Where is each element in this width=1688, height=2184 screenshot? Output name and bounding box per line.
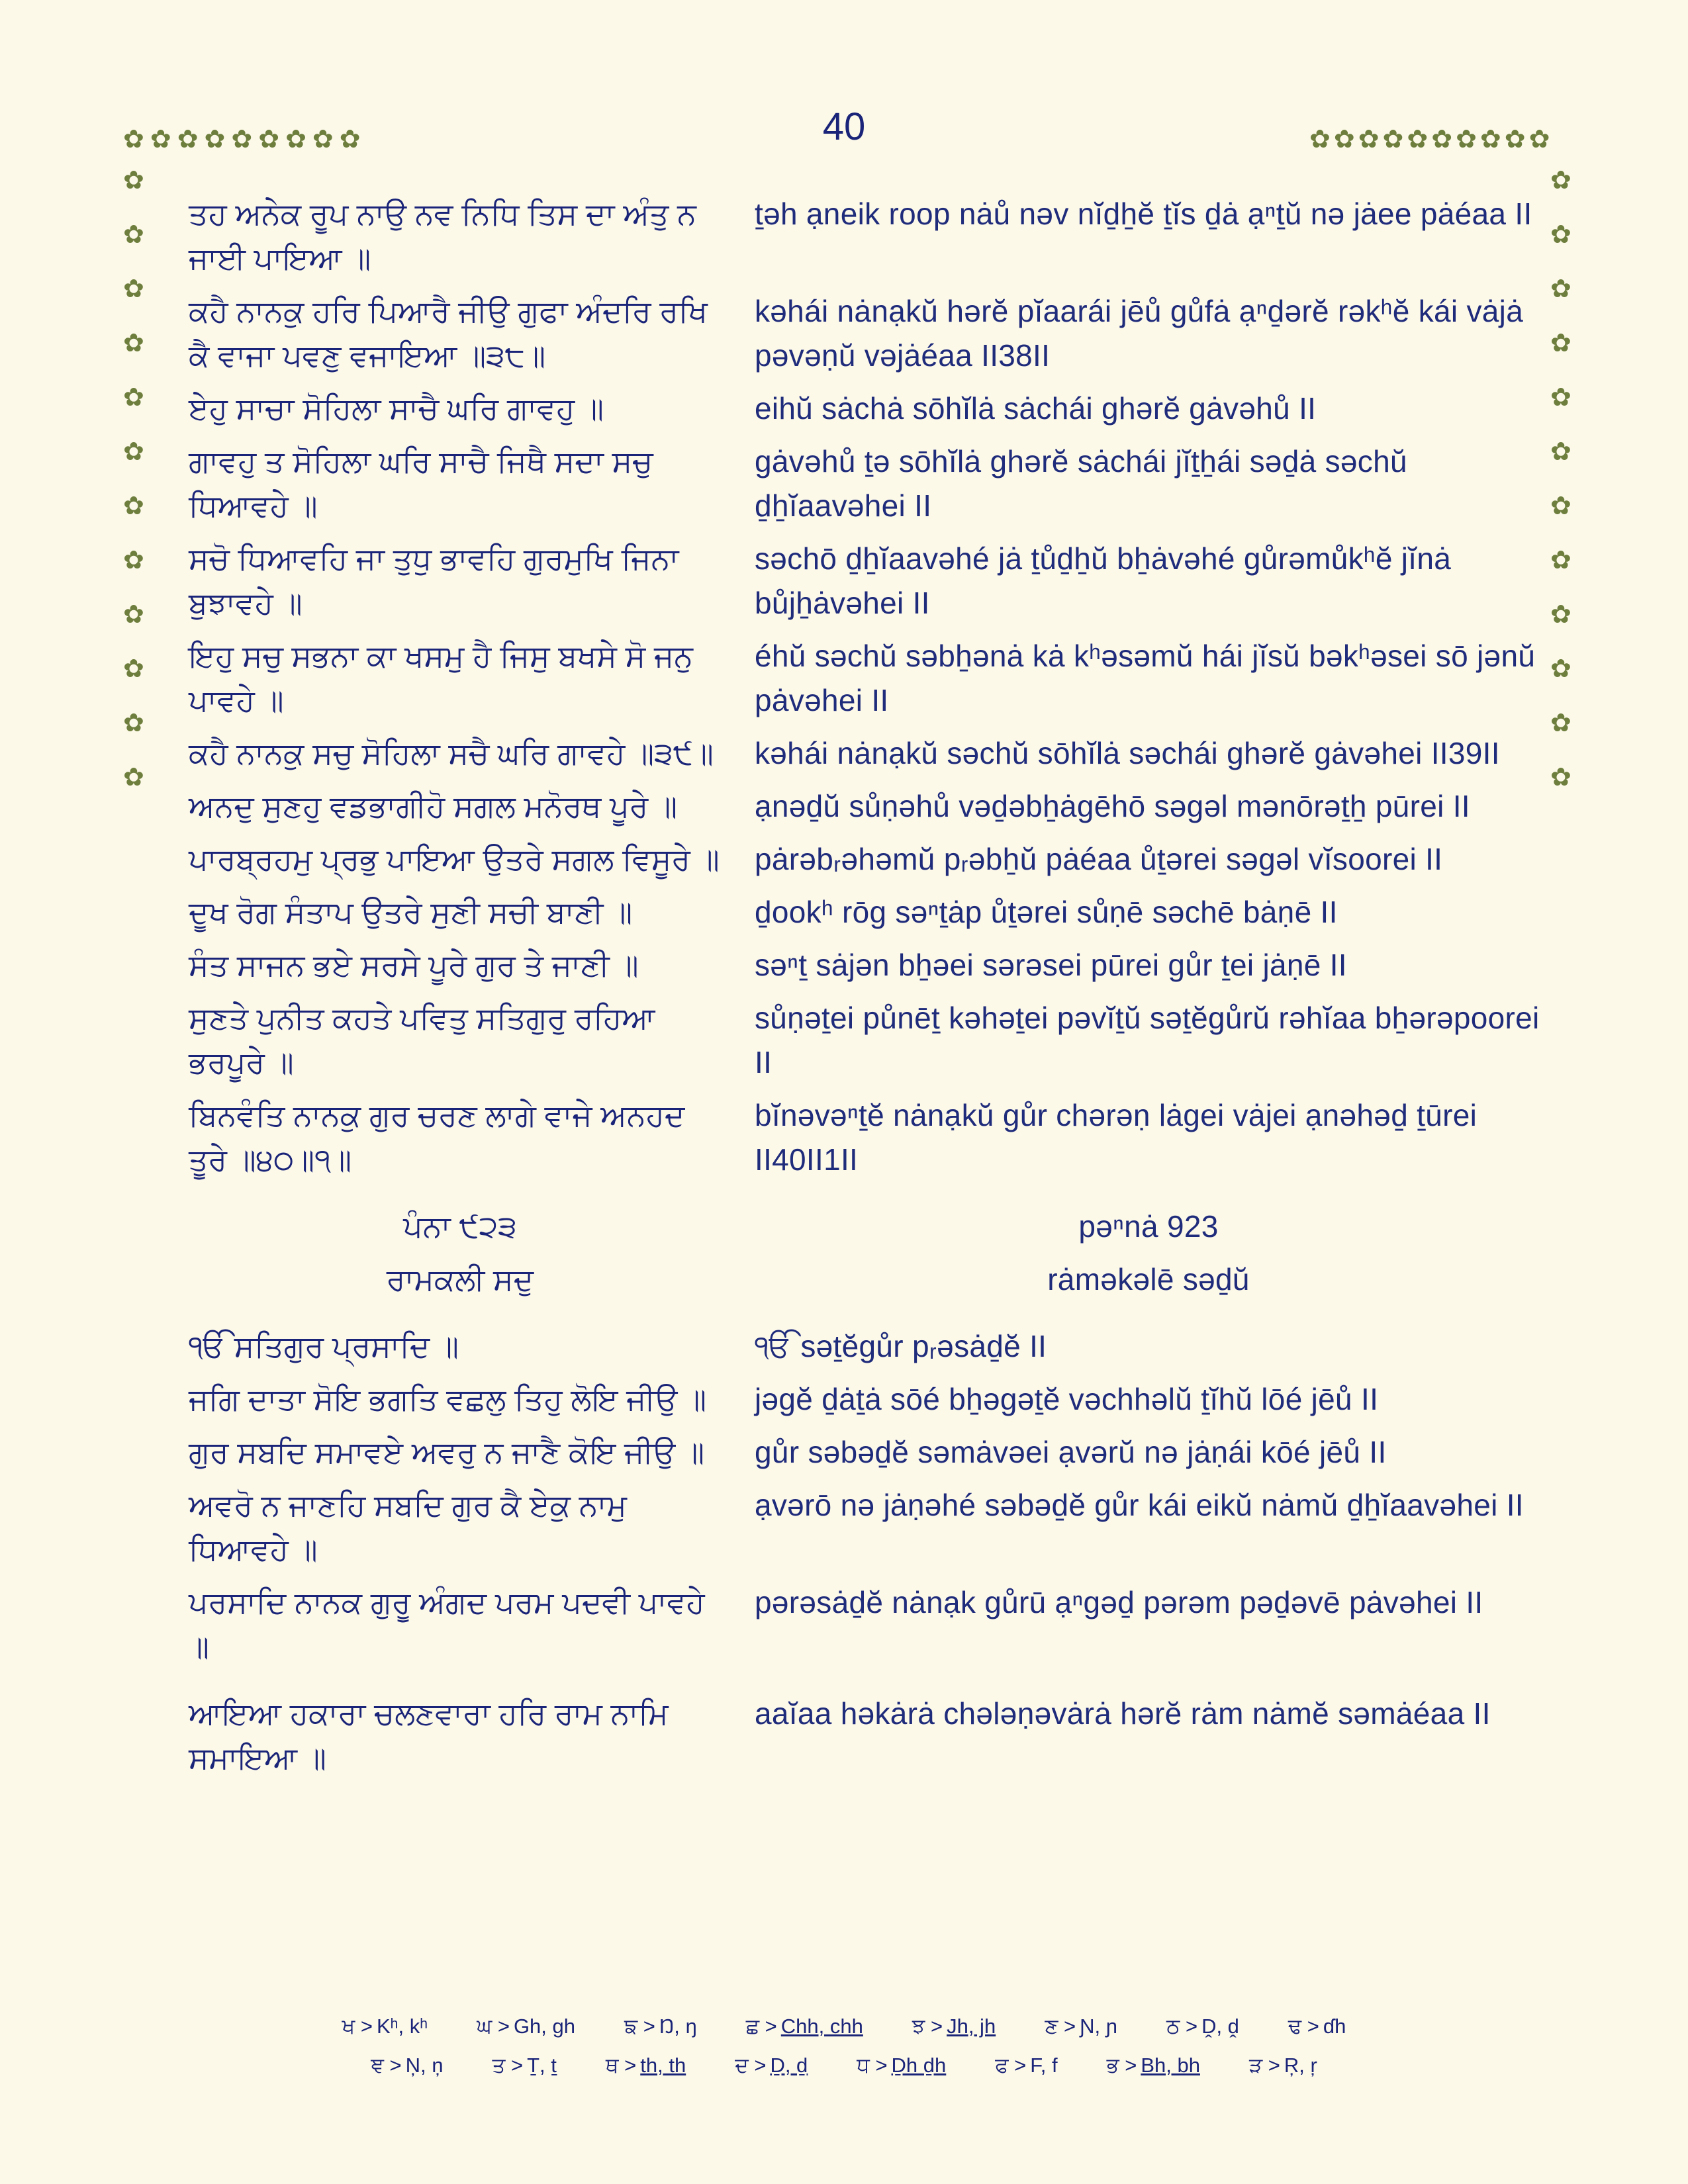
transliteration-line: səⁿṯ sȧjən bẖəei sərəsei pūrei gůr ṯei jȧṇē II — [755, 948, 1347, 982]
flower-icon: ✿ — [123, 655, 144, 683]
transliteration-line: bĭnəvəⁿṯĕ nȧnạkŭ gůr chərəṇ lȧgei vȧjei ạnəhəḏ ṯūrei II40II1II — [755, 1098, 1477, 1177]
gurmukhi-line: ਬਿਨਵੰਤਿ ਨਾਨਕੁ ਗੁਰ ਚਰਣ ਲਾਗੇ ਵਾਜੇ ਅਨਹਦ ਤੂਰੇ ॥੪੦॥੧॥ — [189, 1098, 685, 1177]
key-entry: ਥ > th, th — [605, 2054, 686, 2077]
flower-icon: ✿ — [1550, 764, 1571, 792]
flower-icon: ✿ — [123, 330, 144, 357]
flower-icon: ✿ — [150, 126, 171, 154]
flower-icon: ✿ — [1550, 709, 1571, 737]
transliteration-line: pȧrəbᵣəhəmŭ pᵣəbẖŭ pȧéaa ůṯərei səgəl vĭsoorei II — [755, 842, 1443, 876]
gurmukhi-line: ਅਵਰੋ ਨ ਜਾਣਹਿ ਸਬਦਿ ਗੁਰ ਕੈ ਏਕੁ ਨਾਮੁ ਧਿਆਵਹੇ ॥ — [189, 1488, 627, 1567]
verse-row — [189, 996, 1542, 1085]
verse-row — [189, 784, 1542, 829]
transliteration-line: gůr səbəḏĕ səmȧvəei ạvərŭ nə jȧṇái kōé jēů II — [755, 1435, 1387, 1469]
key-entry: ਭ > Bh, bh — [1106, 2054, 1200, 2077]
flower-icon: ✿ — [123, 126, 144, 154]
flower-icon: ✿ — [1550, 167, 1571, 195]
flower-icon: ✿ — [1528, 126, 1550, 154]
mool-mantar-row — [189, 1324, 1542, 1369]
transliteration-line: sůṇəṯei půnēṯ kəhəṯei pəvĭṯŭ səṯĕgůrŭ rəhĭaa bẖərəpoorei II — [755, 1001, 1540, 1079]
flower-icon: ✿ — [1550, 438, 1571, 466]
flower-icon: ✿ — [123, 547, 144, 574]
raag-heading-translit: rȧməkəlē səḏŭ — [1047, 1262, 1250, 1297]
key-entry: ਤ > Ṯ, ṯ — [492, 2054, 557, 2077]
transliteration-line: ੴ səṯĕgůr pᵣəsȧḏĕ II — [755, 1329, 1047, 1363]
gurmukhi-line: ਗੁਰ ਸਬਦਿ ਸਮਾਵਏ ਅਵਰੁ ਨ ਜਾਣੈ ਕੋਇ ਜੀਉ ॥ — [189, 1435, 705, 1469]
key-entry: ਧ > Ḏh ḏh — [857, 2054, 947, 2077]
key-entry: ਙ > Ŋ, ŋ — [624, 2015, 697, 2038]
transliteration-line: éhŭ səchŭ səbẖənȧ kȧ kʰəsəmŭ hái jĭsŭ bəkʰəsei sō jənŭ pȧvəhei II — [755, 639, 1536, 717]
transliteration-line: ḏookʰ rōg səⁿṯȧp ůṯərei sůṇē səchē bȧṇē II — [755, 895, 1338, 929]
verse-row — [189, 731, 1542, 776]
verse-row — [189, 1430, 1542, 1475]
page-number: 40 — [822, 105, 866, 148]
flower-icon: ✿ — [1358, 126, 1380, 154]
verse-row — [189, 289, 1542, 378]
verse-row — [189, 1483, 1542, 1572]
flower-icon: ✿ — [1407, 126, 1429, 154]
flower-icon: ✿ — [123, 221, 144, 249]
transliteration-line: ạnəḏŭ sůṇəhů vəḏəbẖȧgēhō səgəl mənōrəṯẖ pūrei II — [755, 789, 1470, 823]
flower-icon: ✿ — [1550, 655, 1571, 683]
flower-icon: ✿ — [1504, 126, 1526, 154]
transliteration-key-row-2 — [0, 2054, 1688, 2078]
key-entry: ਛ > Chh, chh — [745, 2015, 863, 2038]
key-entry: ਫ > F, f — [995, 2054, 1058, 2077]
gurmukhi-line: ਸਚੋ ਧਿਆਵਹਿ ਜਾ ਤੁਧੁ ਭਾਵਹਿ ਗੁਰਮੁਖਿ ਜਿਨਾ ਬੁਝਾਵਹੇ ॥ — [189, 541, 679, 620]
verse-row — [189, 439, 1542, 528]
gurmukhi-line: ਪਾਰਬ੍ਰਹਮੁ ਪ੍ਰਭੁ ਪਾਇਆ ਉਤਰੇ ਸਗਲ ਵਿਸੂਰੇ ॥ — [189, 842, 720, 876]
key-entry: ਦ > Ḏ, ḏ — [735, 2054, 808, 2077]
flower-icon: ✿ — [1382, 126, 1404, 154]
flower-icon: ✿ — [123, 492, 144, 520]
verse-row — [189, 634, 1542, 723]
flower-border-right — [1550, 168, 1571, 790]
gurmukhi-line: ਅਨਦੁ ਸੁਣਹੁ ਵਡਭਾਗੀਹੋ ਸਗਲ ਮਨੋਰਥ ਪੂਰੇ ॥ — [189, 789, 678, 823]
raag-heading-gurmukhi: ਰਾਮਕਲੀ ਸਦੁ — [386, 1262, 534, 1297]
key-entry: ਢ > ɗh — [1288, 2015, 1346, 2038]
raag-heading-row — [189, 1257, 1542, 1302]
transliteration-line: eihŭ sȧchȧ sōhĭlȧ sȧchái ghərĕ gȧvəhů II — [755, 391, 1317, 426]
key-entry: ਞ > Ņ, ņ — [371, 2054, 444, 2077]
flower-icon: ✿ — [231, 126, 253, 154]
gurmukhi-line: ਗਾਵਹੁ ਤ ਸੋਹਿਲਾ ਘਰਿ ਸਾਚੈ ਜਿਥੈ ਸਦਾ ਸਚੁ ਧਿਆਵਹੇ ॥ — [189, 444, 653, 523]
gurmukhi-line: ਇਹੁ ਸਚੁ ਸਭਨਾ ਕਾ ਖਸਮੁ ਹੈ ਜਿਸੁ ਬਖਸੇ ਸੋ ਜਨੁ ਪਾਵਹੇ ॥ — [189, 639, 693, 717]
flower-icon: ✿ — [1456, 126, 1477, 154]
verse-row — [189, 537, 1542, 625]
transliteration-key — [0, 2015, 1688, 2093]
gurmukhi-line: ਕਹੈ ਨਾਨਕੁ ਹਰਿ ਪਿਆਰੈ ਜੀਉ ਗੁਫਾ ਅੰਦਰਿ ਰਖਿ ਕੈ ਵਾਜਾ ਪਵਣੁ ਵਜਾਇਆ ॥੩੮॥ — [189, 294, 708, 373]
transliteration-line: ạvərō nə jȧṇəhé səbəḏĕ gůr kái eikŭ nȧmŭ ḏẖĭaavəhei II — [755, 1488, 1524, 1522]
flower-icon: ✿ — [123, 438, 144, 466]
key-entry: ਝ > Jh, jh — [912, 2015, 996, 2038]
flower-icon: ✿ — [1550, 492, 1571, 520]
gurmukhi-line: ਦੂਖ ਰੋਗ ਸੰਤਾਪ ਉਤਰੇ ਸੁਣੀ ਸਚੀ ਬਾਣੀ ॥ — [189, 895, 633, 929]
flower-icon: ✿ — [1550, 547, 1571, 574]
verse-row — [189, 1580, 1542, 1669]
flower-icon: ✿ — [123, 764, 144, 792]
flower-icon: ✿ — [123, 275, 144, 303]
flower-icon: ✿ — [1309, 126, 1331, 154]
flower-icon: ✿ — [1431, 126, 1453, 154]
page-reference-row — [189, 1205, 1542, 1249]
key-entry: ੜ > Ŗ, ŗ — [1248, 2054, 1317, 2077]
transliteration-line: pərəsȧḏĕ nȧnạk gůrū ạⁿgəḏ pərəm pəḏəvē pȧvəhei II — [755, 1585, 1483, 1619]
gurmukhi-line: ਜਗਿ ਦਾਤਾ ਸੋਇ ਭਗਤਿ ਵਛਲੁ ਤਿਹੁ ਲੋਇ ਜੀਉ ॥ — [189, 1382, 707, 1416]
flower-icon: ✿ — [204, 126, 226, 154]
gurmukhi-line: ਏਹੁ ਸਾਚਾ ਸੋਹਿਲਾ ਸਾਚੈ ਘਰਿ ਗਾਵਹੁ ॥ — [189, 391, 604, 426]
verse-row — [189, 387, 1542, 431]
flower-icon: ✿ — [1550, 330, 1571, 357]
flower-border-top-right — [1309, 127, 1550, 152]
transliteration-line: səchō ḏẖĭaavəhé jȧ ṯůḏẖŭ bẖȧvəhé gůrəmůkʰĕ jĭnȧ bůjẖȧvəhei II — [755, 541, 1452, 620]
verse-row — [189, 1692, 1542, 1780]
flower-icon: ✿ — [1333, 126, 1355, 154]
verse-row — [189, 1377, 1542, 1422]
flower-icon: ✿ — [177, 126, 199, 154]
verse-row — [189, 837, 1542, 882]
panna-heading-translit: pəⁿnȧ 923 — [1078, 1209, 1219, 1244]
flower-icon: ✿ — [123, 167, 144, 195]
transliteration-line: kəhái nȧnạkŭ hərĕ pĭaarái jēů gůfȧ ạⁿḏərĕ rəkʰĕ kái vȧjȧ pəvəṇŭ vəjȧéaa II38II — [755, 294, 1524, 373]
key-entry: ਖ > Kʰ, kʰ — [342, 2015, 428, 2038]
gurmukhi-line: ਸੰਤ ਸਾਜਨ ਭਏ ਸਰਸੇ ਪੂਰੇ ਗੁਰ ਤੇ ਜਾਣੀ ॥ — [189, 948, 639, 982]
transliteration-key-row-1 — [0, 2015, 1688, 2039]
transliteration-line: jəgĕ ḏȧṯȧ sōé bẖəgəṯĕ vəchhəlŭ ṯĭhŭ lōé jēů II — [755, 1382, 1379, 1416]
flower-icon: ✿ — [339, 126, 361, 154]
key-entry: ਘ > Gh, gh — [477, 2015, 575, 2038]
gurmukhi-line: ਸੁਣਤੇ ਪੁਨੀਤ ਕਹਤੇ ਪਵਿਤੁ ਸਤਿਗੁਰੁ ਰਹਿਆ ਭਰਪੂਰੇ ॥ — [189, 1001, 655, 1079]
gurmukhi-line: ਕਹੈ ਨਾਨਕੁ ਸਚੁ ਸੋਹਿਲਾ ਸਚੈ ਘਰਿ ਗਾਵਹੇ ॥੩੯॥ — [189, 736, 714, 770]
transliteration-line: aaĭaa həkȧrȧ chələṇəvȧrȧ hərĕ rȧm nȧmĕ səmȧéaa II — [755, 1696, 1491, 1731]
transliteration-line: kəhái nȧnạkŭ səchŭ sōhĭlȧ səchái ghərĕ gȧvəhei II39II — [755, 736, 1500, 770]
flower-icon: ✿ — [258, 126, 280, 154]
flower-border-left — [123, 168, 144, 790]
key-entry: ਠ > Ḓ, ḓ — [1166, 2015, 1239, 2038]
flower-border-top-left — [123, 127, 361, 152]
flower-icon: ✿ — [312, 126, 334, 154]
panna-heading-gurmukhi: ਪੰਨਾ ੯੨੩ — [403, 1209, 517, 1244]
verse-row — [189, 192, 1542, 281]
flower-icon: ✿ — [285, 126, 306, 154]
scripture-content — [189, 192, 1542, 1789]
flower-icon: ✿ — [1550, 275, 1571, 303]
flower-icon: ✿ — [123, 601, 144, 629]
transliteration-line: gȧvəhů ṯə sōhĭlȧ ghərĕ sȧchái jĭṯẖái səḏȧ səchŭ ḏẖĭaavəhei II — [755, 444, 1407, 523]
flower-icon: ✿ — [1479, 126, 1501, 154]
gurmukhi-line: ਪਰਸਾਦਿ ਨਾਨਕ ਗੁਰੂ ਅੰਗਦ ਪਰਮ ਪਦਵੀ ਪਾਵਹੇ ॥ — [189, 1585, 705, 1664]
transliteration-line: ṯəh ạneik roop nȧů nəv nĭḏẖĕ ṯĭs ḏȧ ạⁿṯŭ nə jȧee pȧéaa II — [755, 197, 1532, 231]
flower-icon: ✿ — [1550, 221, 1571, 249]
gurmukhi-line: ੴ ਸਤਿਗੁਰ ਪ੍ਰਸਾਦਿ ॥ — [189, 1329, 459, 1363]
flower-icon: ✿ — [1550, 601, 1571, 629]
verse-row — [189, 943, 1542, 987]
flower-icon: ✿ — [123, 384, 144, 412]
flower-icon: ✿ — [123, 709, 144, 737]
verse-row — [189, 890, 1542, 934]
gurmukhi-line: ਆਇਆ ਹਕਾਰਾ ਚਲਣਵਾਰਾ ਹਰਿ ਰਾਮ ਨਾਮਿ ਸਮਾਇਆ ॥ — [189, 1696, 669, 1775]
verse-row — [189, 1093, 1542, 1182]
gurmukhi-line: ਤਹ ਅਨੇਕ ਰੂਪ ਨਾਉ ਨਵ ਨਿਧਿ ਤਿਸ ਦਾ ਅੰਤੁ ਨ ਜਾਈ ਪਾਇਆ ॥ — [189, 197, 696, 275]
flower-icon: ✿ — [1550, 384, 1571, 412]
key-entry: ਣ > Ɲ, ɲ — [1045, 2015, 1117, 2038]
